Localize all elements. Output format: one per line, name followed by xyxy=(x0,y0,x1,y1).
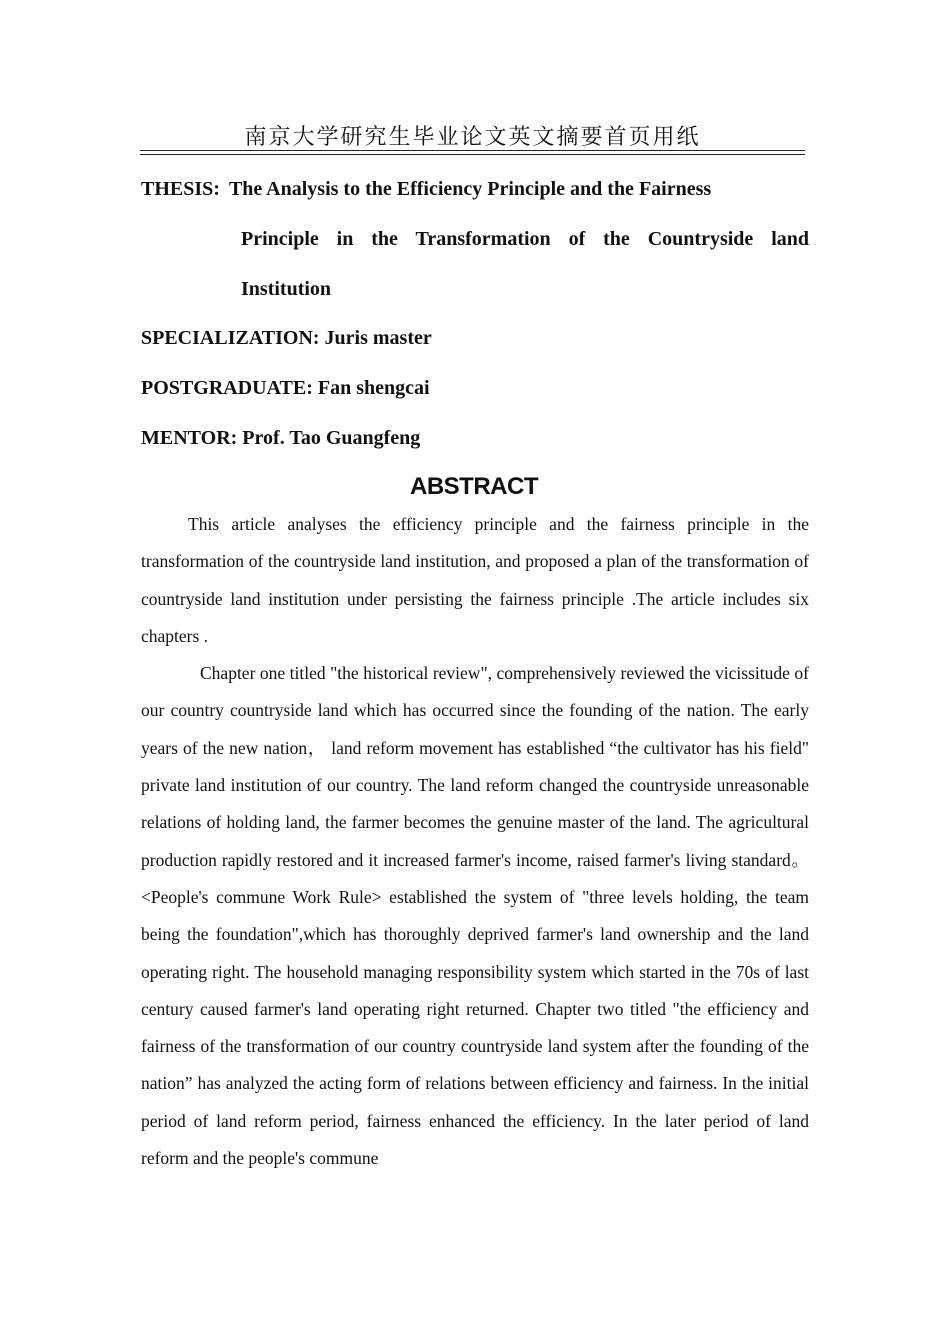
abstract-paragraph-1: This article analyses the efficiency principle and the fairness principle in the transformation of the countryside land institution, and proposed a plan of the transformation of countryside land institution under persisting the fairness principle .The article includes six chapters . xyxy=(141,514,809,646)
header-double-rule xyxy=(140,150,805,155)
abstract-heading: ABSTRACT xyxy=(410,473,538,500)
thesis-block xyxy=(141,164,809,314)
thesis-title-line-3: Institution xyxy=(241,278,332,300)
thesis-title-line-1: The Analysis to the Efficiency Principle and the Fairness xyxy=(228,178,712,200)
specialization-line: SPECIALIZATION: Juris master xyxy=(141,327,432,349)
page-header-title: 南京大学研究生毕业论文英文摘要首页用纸 xyxy=(244,125,701,150)
thesis-title-line-2: Principle in the Transformation of the Countryside land xyxy=(241,228,809,250)
mentor-line: MENTOR: Prof. Tao Guangfeng xyxy=(141,427,421,449)
abstract-body xyxy=(141,506,809,1177)
postgraduate-line: POSTGRADUATE: Fan shengcai xyxy=(141,377,430,399)
abstract-paragraph-2: Chapter one titled "the historical review", comprehensively reviewed the vicissitude of our country countryside land which has occurred since the founding of the nation. The early years of the new nation， land reform movement has established “the cultivator has his field" private land institution of our country. The land reform changed the countryside unreasonable relations of holding land, the farmer becomes the genuine master of the land. The agricultural production rapidly restored and it increased farmer's income, raised farmer's living standard。<People's commune Work Rule> established the system of "three levels holding, the team being the foundation",which has thoroughly deprived farmer's land ownership and the land operating right. The household managing responsibility system which started in the 70s of last century caused farmer's land operating right returned. Chapter two titled "the efficiency and fairness of the transformation of our country countryside land system after the founding of the nation” has analyzed the acting form of relations between efficiency and fairness. In the initial period of land reform period, fairness enhanced the efficiency. In the later period of land reform and the people's commune xyxy=(141,663,809,1169)
thesis-label: THESIS: xyxy=(141,178,220,200)
